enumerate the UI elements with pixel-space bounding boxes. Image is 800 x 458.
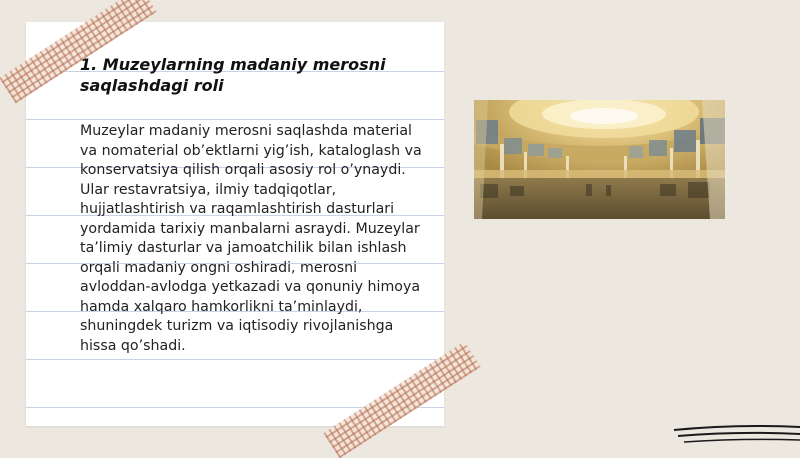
museum-interior-photo [474,100,725,219]
decorative-lines [672,418,800,450]
slide-body-text: Muzeylar madaniy merosni saqlashda material va nomaterial ob’ektlarni yig’ish, kataloglash va konservatsiya qilish orqali asosiy rol o’ynaydi. Ular restavratsiya, ilmiy tadqiqotlar, hujjatlashtirish va raqamlashtirish dasturlari yordamida tarixiy manbalarni asraydi. Muzeylar ta’limiy dasturlar va jamoatchilik bilan ishlash orqali madaniy ongni oshiradi, merosni avloddan-avlodga yetkazadi va qonuniy himoya hamda xalqaro hamkorlikni ta’minlaydi, shuningdek turizm va iqtisodiy rivojlanishga hissa qo’shadi. [80,123,422,354]
slide-title: 1. Muzeylarning madaniy merosni saqlashdagi roli [80,55,386,95]
